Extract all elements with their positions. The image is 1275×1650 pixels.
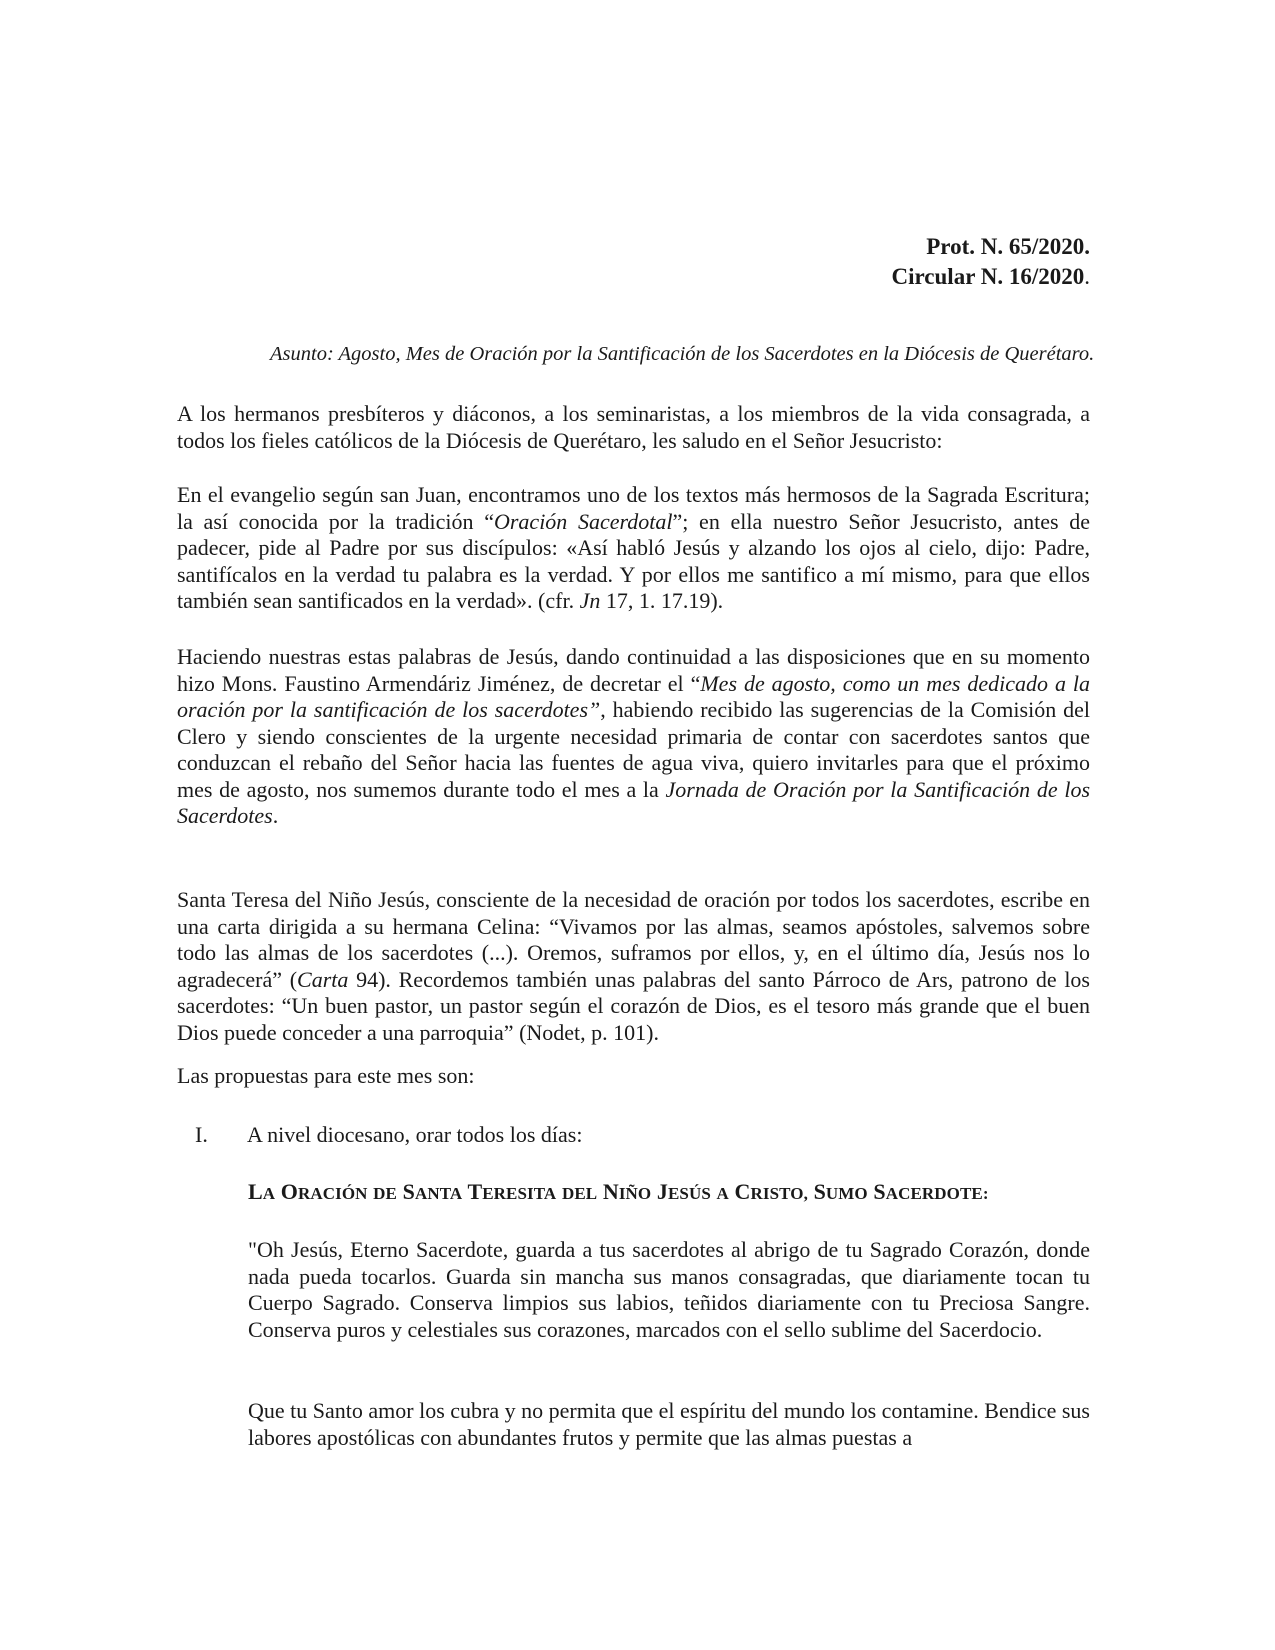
text-span: En el evangelio según san Juan, encontramos uno de los textos más hermosos de la Sagrada Escritura; la así conocida por la tradición “ bbox=[177, 482, 1090, 534]
italic-span: Jornada de Oración por la Santificación de los Sacerdotes bbox=[177, 776, 1091, 828]
list-item-text: A nivel diocesano, orar todos los días: bbox=[247, 1122, 583, 1147]
prayer-paragraph: "Oh Jesús, Eterno Sacerdote, guarda a tus sacerdotes al abrigo de tu Sagrado Corazón, donde nada pueda tocarlos. Guarda sin mancha sus manos consagradas, que diariamente tocan tu Cuerpo Sagrado. Conserva limpios sus labios, teñidos diariamente con tu Preciosa Sangre. Conserva puros y celestiales sus corazones, marcados con el sello sublime del Sacerdocio. bbox=[248, 1237, 1090, 1342]
circular-number-text: Circular N. 16/2020 bbox=[891, 264, 1085, 289]
text-span: 17, 1. 17.19). bbox=[600, 588, 724, 613]
greeting-paragraph: A los hermanos presbíteros y diáconos, a los seminaristas, a los miembros de la vida consagrada, a todos los fieles católicos de la Diócesis de Querétaro, les saludo en el Señor Jesucristo: bbox=[177, 401, 1090, 453]
text-span: 94). Recordemos también unas palabras del santo Párroco de Ars, patrono de los sacerdotes: “Un buen pastor, un pastor según el corazón de Dios, es el tesoro más grande que el buen Dios puede conceder a una parroquia” (Nodet, p. 101). bbox=[177, 966, 1090, 1045]
list-item bbox=[195, 1122, 582, 1149]
text-span: ”; en ella nuestro Señor Jesucristo, antes de padecer, pide al Padre por sus discípulos: «Así habló Jesús y alzando los ojos al cielo, dijo: Padre, santifícalos en la verdad tu palabra es la verdad. Y por ellos me santifico a mí mismo, para que ellos también sean santificados en la verdad». (cfr. bbox=[177, 508, 1091, 613]
italic-span: Oración Sacerdotal bbox=[493, 508, 673, 534]
italic-span: Jn bbox=[579, 588, 601, 613]
paragraph-gospel bbox=[177, 482, 1090, 615]
protocol-number: Prot. N. 65/2020. bbox=[926, 234, 1090, 259]
italic-span: Carta bbox=[297, 966, 349, 992]
italic-span: Mes de agosto, como un mes dedicado a la oración por la santificación de los sacerdotes” bbox=[177, 670, 1090, 722]
text-span: . bbox=[272, 803, 279, 828]
protocol-header bbox=[892, 232, 1090, 292]
proposals-intro: Las propuestas para este mes son: bbox=[177, 1063, 475, 1088]
text-span: Haciendo nuestras estas palabras de Jesús, dando continuidad a las disposiciones que en su momento hizo Mons. Faustino Armendáriz Jiménez, de decretar el “ bbox=[177, 644, 1090, 696]
prayer-heading: LA ORACIÓN DE SANTA TERESITA DEL NIÑO JESÚS A CRISTO, SUMO SACERDOTE: bbox=[248, 1179, 989, 1204]
circular-number: Circular N. 16/2020. bbox=[891, 264, 1090, 289]
prayer-paragraph: Que tu Santo amor los cubra y no permita que el espíritu del mundo los contamine. Bendice sus labores apostólicas con abundantes frutos y permite que las almas puestas a bbox=[248, 1398, 1090, 1450]
paragraph-decree bbox=[177, 644, 1090, 830]
text-span: Santa Teresa del Niño Jesús, consciente de la necesidad de oración por todos los sacerdotes, escribe en una carta dirigida a su hermana Celina: “Vivamos por las almas, seamos apóstoles, salvemos sobre todo las almas de los sacerdotes (...). Oremos, suframos por ellos, y, en el último día, Jesús nos lo agradecerá” ( bbox=[177, 887, 1090, 992]
paragraph-santa-teresa bbox=[177, 887, 1090, 1046]
text-span: , habiendo recibido las sugerencias de la Comisión del Clero y siendo conscientes de la urgente necesidad primaria de contar con sacerdotes santos que conduzcan el rebaño del Señor hacia las fuentes de agua viva, quiero invitarles para que el próximo mes de agosto, nos sumemos durante todo el mes a la bbox=[177, 697, 1090, 802]
list-item-number: I. bbox=[195, 1122, 208, 1147]
subject-line: Asunto: Agosto, Mes de Oración por la Santificación de los Sacerdotes en la Diócesis de Querétaro. bbox=[270, 343, 1095, 365]
